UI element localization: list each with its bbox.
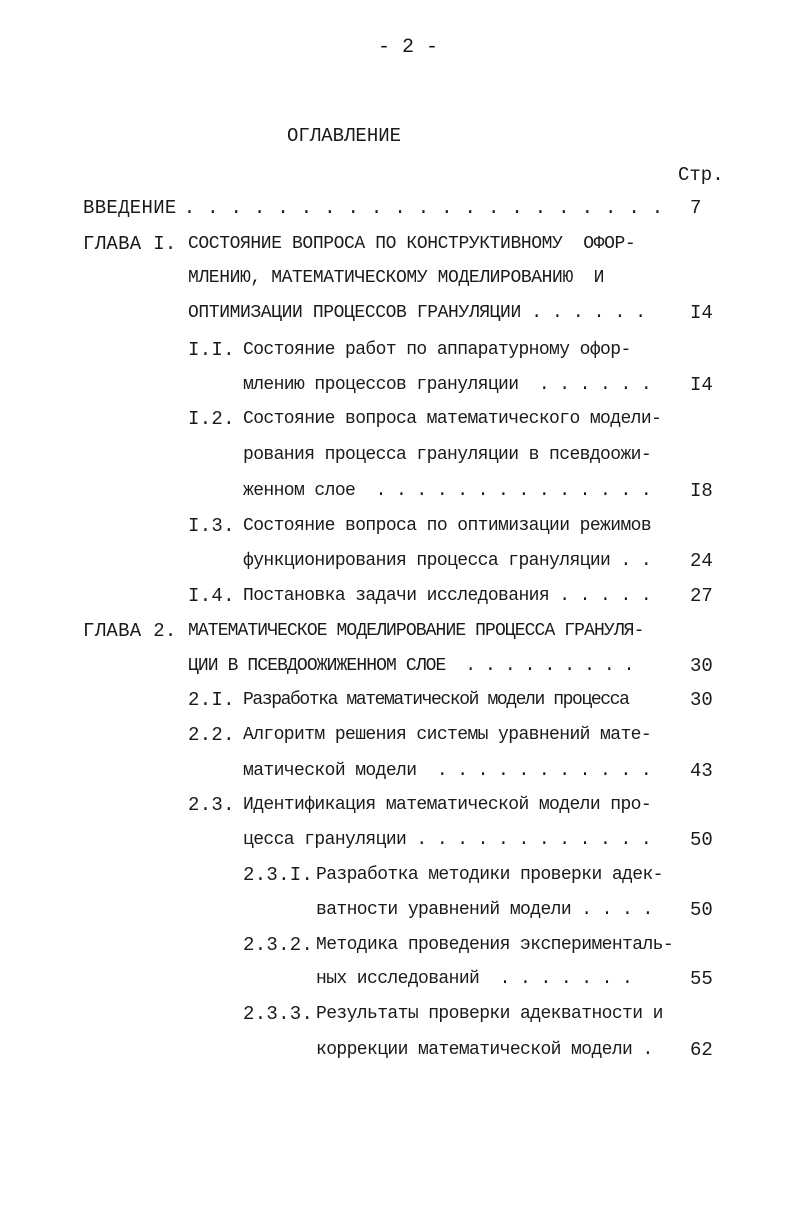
toc-entry-line: МЛЕНИЮ, МАТЕМАТИЧЕСКОМУ МОДЕЛИРОВАНИЮ И <box>188 268 605 288</box>
toc-entry-label: 2.2. <box>188 724 235 746</box>
toc-entry-page: 50 <box>690 829 713 851</box>
toc-entry-line: Состояние вопроса математического модели- <box>243 409 662 429</box>
toc-entry-line: коррекции математической модели . <box>316 1040 653 1060</box>
toc-entry-page: 55 <box>690 968 713 990</box>
toc-entry-line: Состояние работ по аппаратурному офор- <box>243 340 631 360</box>
toc-entry-line: ОПТИМИЗАЦИИ ПРОЦЕССОВ ГРАНУЛЯЦИИ . . . . . . <box>188 303 646 323</box>
toc-entry-line: . . . . . . . . . . . . . . . . . . . . . <box>172 197 664 219</box>
toc-entry-line: МАТЕМАТИЧЕСКОЕ МОДЕЛИРОВАНИЕ ПРОЦЕССА ГРАНУЛЯ- <box>188 621 644 641</box>
toc-entry-line: ватности уравнений модели . . . . <box>316 900 653 920</box>
toc-entry-line: Состояние вопроса по оптимизации режимов <box>243 516 652 536</box>
page-title: ОГЛАВЛЕНИЕ <box>287 125 402 147</box>
toc-entry-page: 30 <box>690 689 713 711</box>
toc-entry-line: Методика проведения эксперименталь- <box>316 935 674 955</box>
toc-entry-label: I.3. <box>188 515 235 537</box>
toc-entry-label: ГЛАВА 2. <box>83 620 177 642</box>
toc-entry-line: Разработка методики проверки адек- <box>316 865 663 885</box>
toc-entry-page: 24 <box>690 550 713 572</box>
toc-entry-page: I4 <box>690 374 713 396</box>
toc-entry-label: 2.3.2. <box>243 934 314 956</box>
toc-entry-line: млению процессов грануляции . . . . . . <box>243 375 652 395</box>
toc-entry-line: женном слое . . . . . . . . . . . . . . <box>243 481 652 501</box>
toc-entry-page: 30 <box>690 655 713 677</box>
toc-entry-line: Алгоритм решения системы уравнений мате- <box>243 725 652 745</box>
toc-entry-line: матической модели . . . . . . . . . . . <box>243 761 652 781</box>
toc-entry-page: I4 <box>690 302 713 324</box>
toc-entry-line: Постановка задачи исследования . . . . . <box>243 586 652 606</box>
toc-entry-line: Результаты проверки адекватности и <box>316 1004 663 1024</box>
page-number: - 2 - <box>378 36 439 59</box>
toc-entry-line: Разработка математической модели процесса <box>243 690 629 710</box>
toc-entry-label: I.I. <box>188 339 235 361</box>
toc-entry-label: 2.3.I. <box>243 864 314 886</box>
toc-entry-line: СОСТОЯНИЕ ВОПРОСА ПО КОНСТРУКТИВНОМУ ОФОР- <box>188 234 636 254</box>
toc-entry-page: 7 <box>690 197 702 219</box>
page-column-header: Стр. <box>678 164 724 186</box>
toc-entry-label: I.4. <box>188 585 235 607</box>
toc-entry-label: 2.3. <box>188 794 235 816</box>
toc-entry-label: ВВЕДЕНИЕ <box>83 197 177 219</box>
toc-entry-page: 50 <box>690 899 713 921</box>
toc-entry-label: ГЛАВА I. <box>83 233 177 255</box>
toc-entry-line: ЦИИ В ПСЕВДООЖИЖЕННОМ СЛОЕ . . . . . . . . . <box>188 656 634 676</box>
toc-entry-line: рования процесса грануляции в псевдоожи- <box>243 445 652 465</box>
toc-entry-page: 62 <box>690 1039 713 1061</box>
toc-entry-line: ных исследований . . . . . . . <box>316 969 633 989</box>
toc-entry-line: цесса грануляции . . . . . . . . . . . . <box>243 830 652 850</box>
toc-entry-page: 43 <box>690 760 713 782</box>
toc-entry-page: 27 <box>690 585 713 607</box>
toc-entry-line: функционирования процесса грануляции . . <box>243 551 652 571</box>
toc-entry-page: I8 <box>690 480 713 502</box>
toc-entry-label: 2.3.3. <box>243 1003 314 1025</box>
toc-entry-label: 2.I. <box>188 689 235 711</box>
toc-entry-label: I.2. <box>188 408 235 430</box>
toc-entry-line: Идентификация математической модели про- <box>243 795 652 815</box>
